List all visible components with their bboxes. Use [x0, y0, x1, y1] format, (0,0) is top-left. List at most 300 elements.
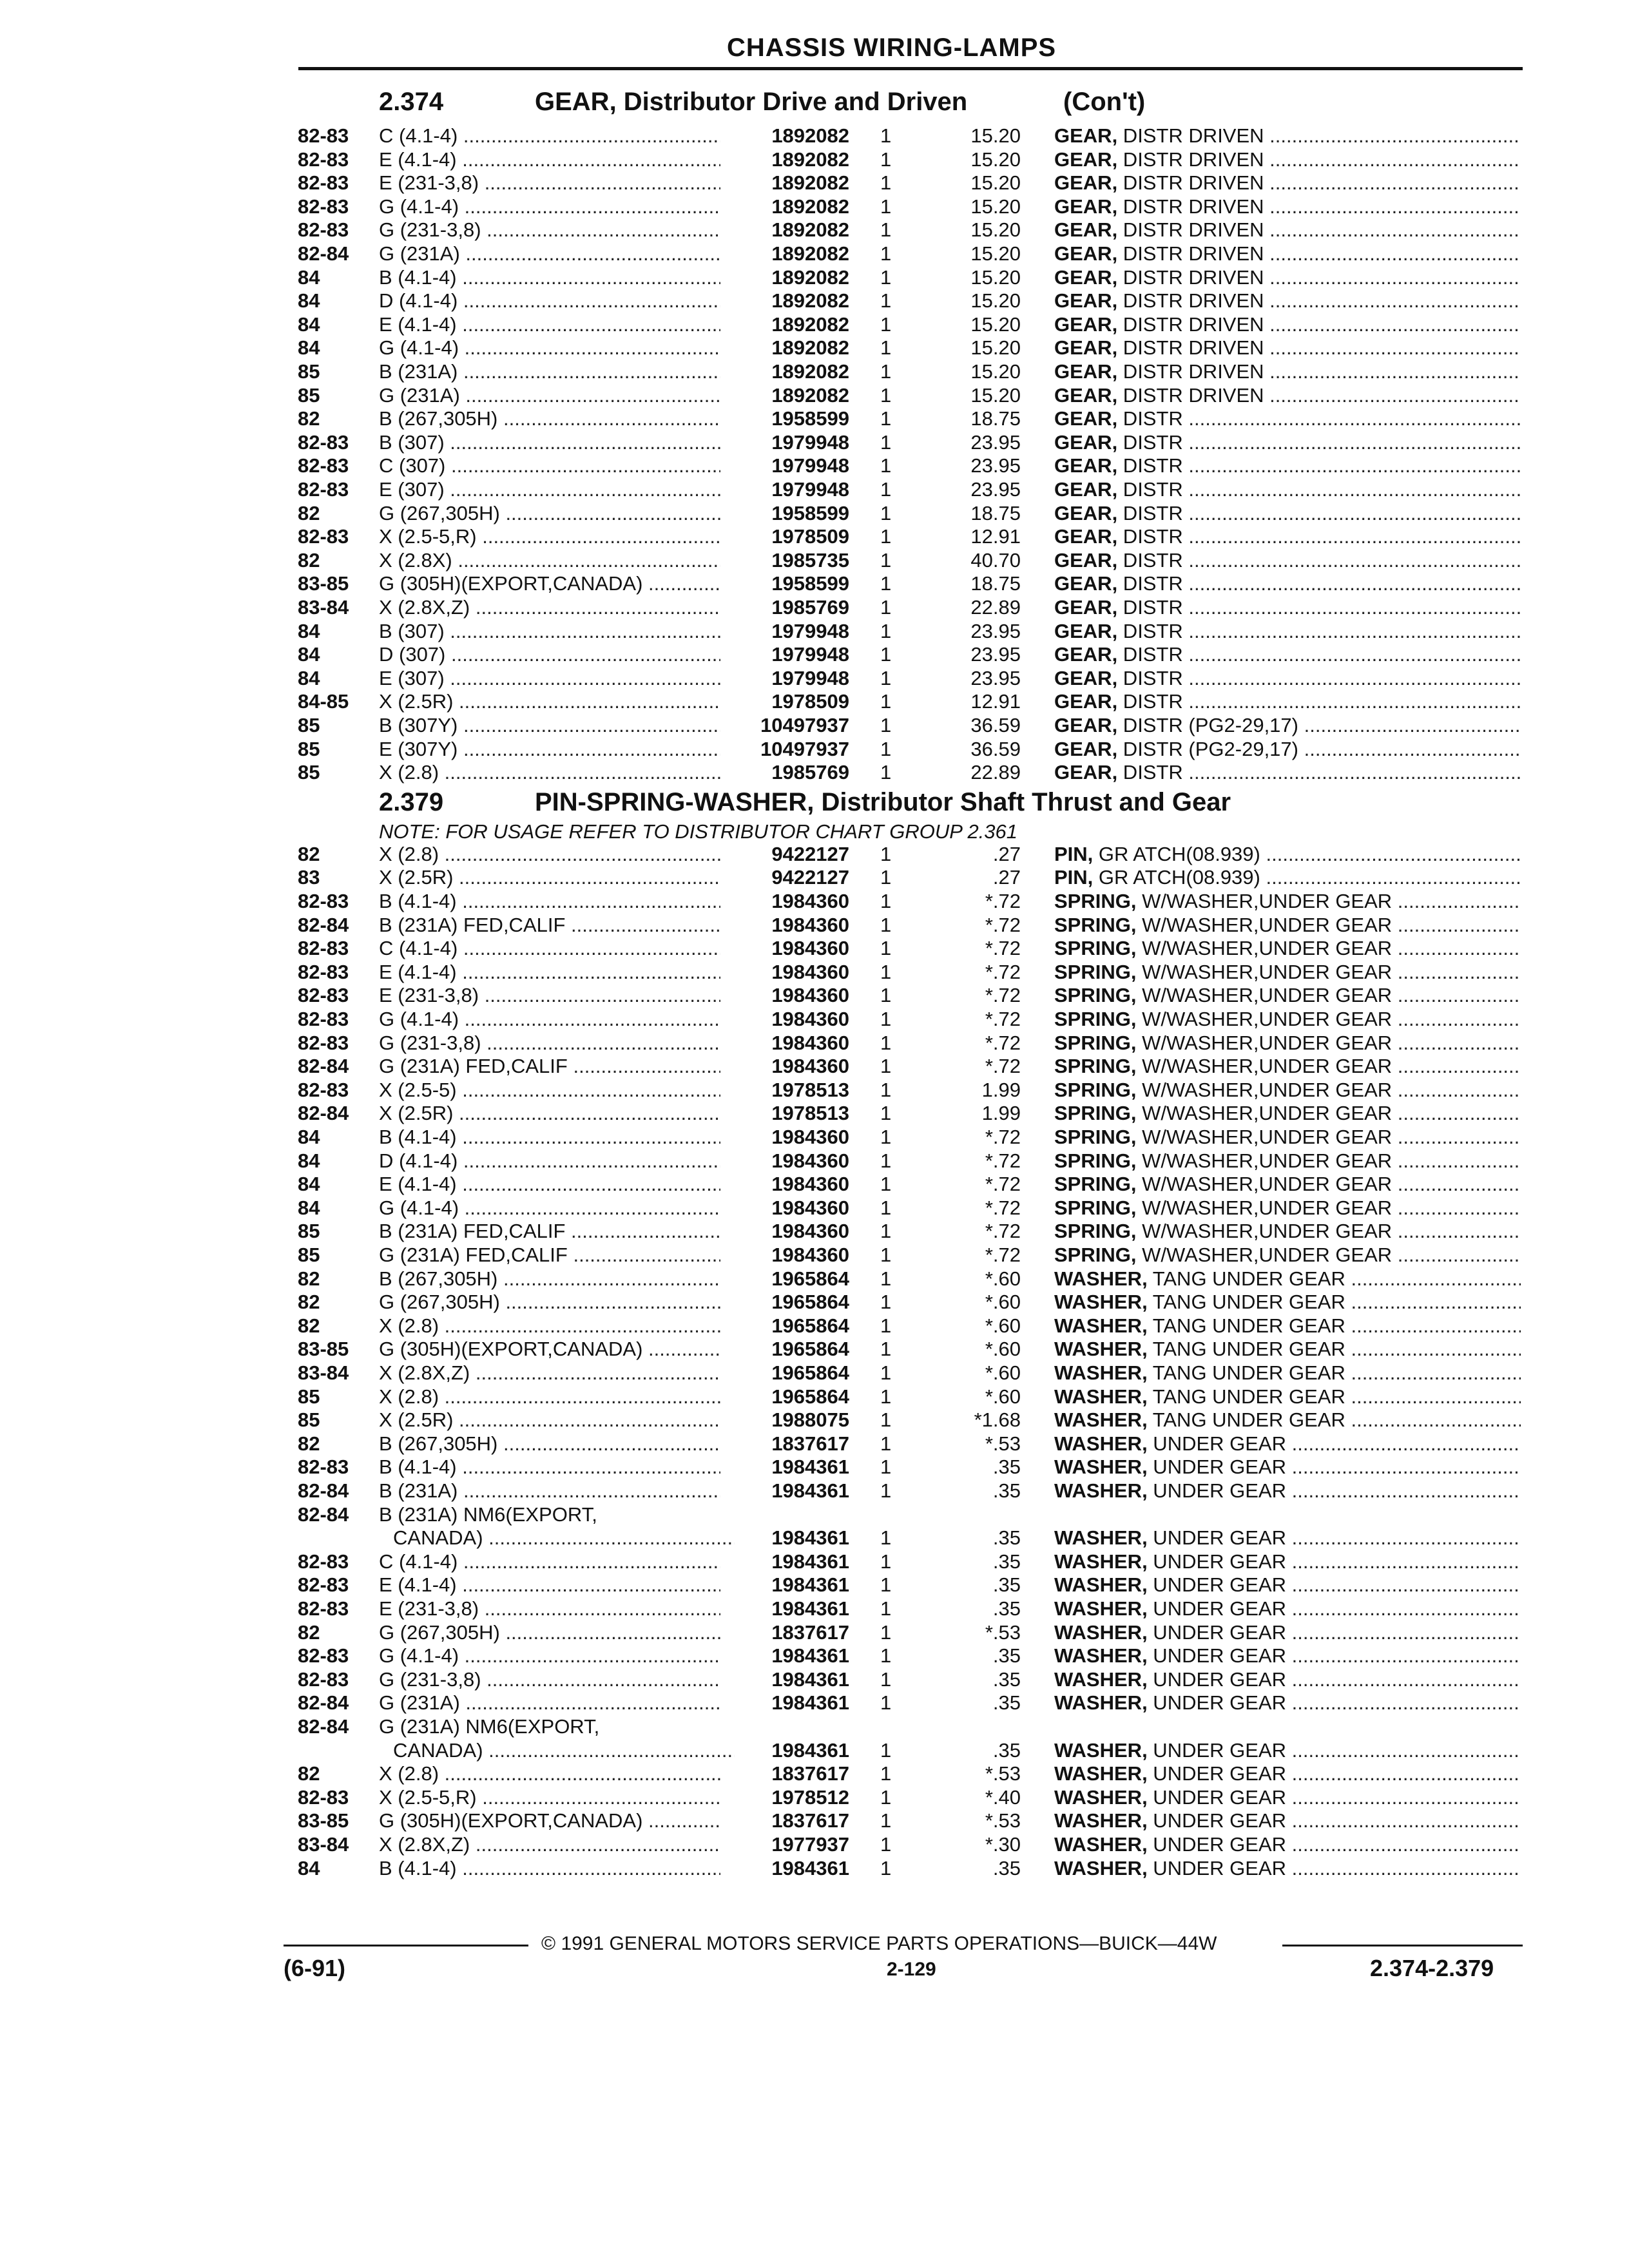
price: 23.95: [970, 666, 1021, 689]
description: [1054, 360, 1521, 383]
quantity: 1: [880, 1691, 892, 1715]
model-year: 82-83: [298, 525, 349, 548]
description-detail: DISTR: [1117, 454, 1183, 477]
model-year: 82-83: [298, 1667, 349, 1691]
description: [1054, 572, 1521, 595]
part-number: 1892082: [771, 148, 849, 171]
description-noun: WASHER,: [1054, 1738, 1148, 1762]
description-detail: TANG UNDER GEAR: [1147, 1385, 1345, 1408]
model-year: 82-83: [298, 454, 349, 477]
table-row: [0, 524, 1629, 548]
part-number: 1979948: [771, 643, 849, 666]
table-row: [0, 1526, 1629, 1550]
description: [1054, 1125, 1521, 1149]
model-year: 85: [298, 1244, 320, 1266]
price: *.72: [985, 913, 1021, 936]
part-number: 1979948: [771, 478, 849, 501]
table-row: [0, 913, 1629, 937]
description-detail: UNDER GEAR: [1147, 1644, 1286, 1667]
table-row: [0, 936, 1629, 960]
part-number: 1965864: [771, 1314, 849, 1337]
table-row: [0, 983, 1629, 1007]
part-number: 1984360: [771, 1173, 849, 1196]
part-number: 1892082: [771, 242, 849, 265]
model-year: 82-83: [298, 1550, 349, 1573]
description-detail: DISTR: [1117, 690, 1183, 713]
table-row: [0, 1432, 1629, 1456]
price: *.53: [985, 1432, 1021, 1455]
model-engine: B (307Y) .....: [379, 713, 720, 737]
part-number: 1958599: [771, 572, 849, 595]
description-noun: GEAR,: [1054, 124, 1118, 147]
table-row: [0, 312, 1629, 336]
model-engine: X (2.8X) .....: [379, 548, 720, 572]
description: [1054, 1526, 1521, 1550]
table-row: [0, 960, 1629, 984]
description-noun: GEAR,: [1054, 596, 1118, 619]
description-noun: GEAR,: [1054, 148, 1118, 171]
model-engine: E (307Y) .....: [379, 737, 720, 761]
description-detail: UNDER GEAR: [1147, 1550, 1286, 1573]
description: [1054, 1007, 1521, 1031]
model-year: 85: [298, 360, 320, 383]
model-engine: G (305H)(EXPORT,CANADA) .....: [379, 1809, 720, 1832]
price: .35: [992, 1856, 1021, 1879]
description-detail: UNDER GEAR: [1147, 1738, 1286, 1762]
description: [1054, 1691, 1521, 1715]
description: [1054, 1785, 1521, 1809]
model-engine: B (307) .....: [379, 430, 720, 454]
part-number: 1984361: [771, 1691, 849, 1715]
description: [1054, 501, 1521, 525]
description-noun: GEAR,: [1054, 643, 1118, 666]
table-row: [0, 477, 1629, 501]
table-row: [0, 124, 1629, 148]
model-engine: G (267,305H) .....: [379, 1620, 720, 1644]
description-detail: UNDER GEAR: [1147, 1620, 1286, 1644]
part-number: 1892082: [771, 195, 849, 218]
price: .35: [992, 1667, 1021, 1691]
description-noun: SPRING,: [1054, 1102, 1137, 1125]
model-engine: B (231A) FED,CALIF .....: [379, 1219, 720, 1243]
model-year: 82: [298, 1267, 320, 1290]
description-noun: WASHER,: [1054, 1291, 1148, 1314]
description-noun: GEAR,: [1054, 312, 1118, 336]
description-detail: DISTR DRIVEN: [1117, 195, 1264, 218]
price: 1.99: [981, 1102, 1021, 1125]
table-row: [0, 842, 1629, 866]
description: [1054, 171, 1521, 195]
description: [1054, 689, 1521, 713]
price: 23.95: [970, 478, 1021, 501]
quantity: 1: [880, 383, 892, 407]
description: [1054, 595, 1521, 619]
model-year: 82-83: [298, 890, 349, 912]
quantity: 1: [880, 1573, 892, 1597]
price: 36.59: [970, 737, 1021, 760]
model-year: 84: [298, 619, 320, 642]
description: [1054, 737, 1521, 761]
quantity: 1: [880, 1314, 892, 1337]
part-number: 9422127: [771, 866, 849, 889]
model-year: 82-83: [298, 1456, 349, 1479]
model-year: 82-83: [298, 937, 349, 960]
model-year: 84: [298, 265, 320, 289]
part-number: 1892082: [771, 124, 849, 147]
price: *.72: [985, 960, 1021, 983]
description-detail: UNDER GEAR: [1147, 1691, 1286, 1715]
description-noun: WASHER,: [1054, 1526, 1148, 1550]
price: .35: [992, 1691, 1021, 1715]
description-detail: TANG UNDER GEAR: [1147, 1314, 1345, 1337]
quantity: 1: [880, 1267, 892, 1290]
model-engine: G (231A) .....: [379, 1691, 720, 1715]
table-row: [0, 1290, 1629, 1314]
model-year: 82: [298, 548, 320, 572]
table-row: [0, 1243, 1629, 1267]
table-row: [0, 242, 1629, 265]
part-number: 1985769: [771, 761, 849, 784]
quantity: 1: [880, 501, 892, 524]
table-row: [0, 1715, 1629, 1738]
description-noun: GEAR,: [1054, 714, 1118, 736]
description: [1054, 1809, 1521, 1832]
description-noun: WASHER,: [1054, 1385, 1148, 1408]
description-noun: GEAR,: [1054, 572, 1118, 595]
description-detail: DISTR DRIVEN: [1117, 171, 1264, 195]
part-number: 1984361: [771, 1644, 849, 1667]
table-row: [0, 1455, 1629, 1479]
description: [1054, 265, 1521, 289]
price: .35: [992, 1573, 1021, 1597]
description-detail: UNDER GEAR: [1147, 1432, 1286, 1455]
model-year: 85: [298, 1385, 320, 1408]
price: *.72: [985, 937, 1021, 960]
description-detail: DISTR: [1117, 548, 1183, 572]
description-noun: GEAR,: [1054, 478, 1118, 501]
price: *.72: [985, 1149, 1021, 1172]
quantity: 1: [880, 289, 892, 312]
description-detail: TANG UNDER GEAR: [1147, 1408, 1345, 1432]
description-noun: WASHER,: [1054, 1833, 1148, 1856]
price: 15.20: [970, 148, 1021, 171]
description: [1054, 289, 1521, 312]
description: [1054, 1385, 1521, 1408]
quantity: 1: [880, 690, 892, 713]
model-engine: G (231A) FED,CALIF .....: [379, 1054, 720, 1078]
model-year: 82-83: [298, 1008, 349, 1030]
model-engine: G (231A) FED,CALIF .....: [379, 1243, 720, 1267]
model-engine: G (305H)(EXPORT,CANADA) .....: [379, 572, 720, 595]
model-engine: C (4.1-4) .....: [379, 936, 720, 960]
price: 36.59: [970, 714, 1021, 736]
section-continued: (Con't): [1063, 88, 1146, 116]
description: [1054, 936, 1521, 960]
model-year: 83: [298, 866, 320, 889]
description-detail: DISTR: [1117, 525, 1183, 548]
part-number: 1984360: [771, 1220, 849, 1243]
quantity: 1: [880, 1220, 892, 1243]
model-year: 82-84: [298, 1691, 349, 1715]
description-noun: WASHER,: [1054, 1785, 1148, 1809]
table-row: [0, 218, 1629, 242]
quantity: 1: [880, 1667, 892, 1691]
part-number: 1984360: [771, 1244, 849, 1266]
model-year: 83-84: [298, 596, 349, 619]
quantity: 1: [880, 478, 892, 501]
description: [1054, 1196, 1521, 1220]
table-row: [0, 1078, 1629, 1102]
model-engine: B (4.1-4) .....: [379, 1856, 720, 1880]
description-noun: WASHER,: [1054, 1573, 1148, 1597]
model-engine: C (4.1-4) .....: [379, 1550, 720, 1573]
quantity: 1: [880, 1173, 892, 1196]
description-detail: DISTR (PG2-29,17): [1117, 714, 1298, 736]
model-engine: G (4.1-4) .....: [379, 195, 720, 218]
model-engine: X (2.5-5,R) .....: [379, 524, 720, 548]
model-engine: X (2.8) .....: [379, 842, 720, 866]
description: [1054, 983, 1521, 1007]
description-detail: UNDER GEAR: [1147, 1856, 1286, 1879]
quantity: 1: [880, 1338, 892, 1361]
description-noun: GEAR,: [1054, 360, 1118, 383]
description-detail: DISTR DRIVEN: [1117, 148, 1264, 171]
part-number: 1892082: [771, 312, 849, 336]
model-engine: B (267,305H) .....: [379, 1267, 720, 1291]
model-engine: E (4.1-4) .....: [379, 1573, 720, 1597]
description-noun: SPRING,: [1054, 1031, 1137, 1054]
model-engine: X (2.8) .....: [379, 1385, 720, 1408]
quantity: 1: [880, 312, 892, 336]
quantity: 1: [880, 1361, 892, 1384]
model-year: 82-83: [298, 1078, 349, 1101]
model-year: 82-83: [298, 478, 349, 501]
model-engine: B (4.1-4) .....: [379, 1455, 720, 1479]
quantity: 1: [880, 890, 892, 912]
description-detail: GR ATCH(08.939): [1093, 866, 1260, 889]
footer-rule-left: [284, 1945, 528, 1946]
quantity: 1: [880, 218, 892, 242]
part-number: 1984361: [771, 1526, 849, 1550]
description-detail: DISTR DRIVEN: [1117, 312, 1264, 336]
part-number: 10497937: [760, 737, 849, 760]
model-engine: E (307) .....: [379, 477, 720, 501]
price: 12.91: [970, 690, 1021, 713]
quantity: 1: [880, 1244, 892, 1266]
description-noun: SPRING,: [1054, 1220, 1137, 1243]
description-noun: SPRING,: [1054, 984, 1137, 1007]
price: 15.20: [970, 312, 1021, 336]
description-noun: WASHER,: [1054, 1856, 1148, 1879]
description-noun: GEAR,: [1054, 690, 1118, 713]
quantity: 1: [880, 984, 892, 1007]
description-detail: DISTR DRIVEN: [1117, 289, 1264, 312]
description: [1054, 242, 1521, 265]
part-number: 1985735: [771, 548, 849, 572]
description-noun: WASHER,: [1054, 1667, 1148, 1691]
description-detail: W/WASHER,UNDER GEAR: [1136, 1149, 1393, 1172]
description-detail: W/WASHER,UNDER GEAR: [1136, 1078, 1393, 1101]
model-year: 82: [298, 407, 320, 430]
description: [1054, 1644, 1521, 1667]
description-detail: DISTR: [1117, 619, 1183, 642]
table-row: [0, 265, 1629, 289]
model-engine: G (4.1-4) .....: [379, 1007, 720, 1031]
model-year: 82-83: [298, 1573, 349, 1597]
description-detail: DISTR: [1117, 478, 1183, 501]
part-number: 1965864: [771, 1385, 849, 1408]
description-detail: UNDER GEAR: [1147, 1456, 1286, 1479]
section-number: 2.379: [379, 787, 444, 816]
price: *.72: [985, 1126, 1021, 1148]
price: .27: [992, 866, 1021, 889]
model-year: 85: [298, 761, 320, 784]
part-number: 1958599: [771, 501, 849, 524]
model-year: 84-85: [298, 690, 349, 713]
quantity: 1: [880, 1809, 892, 1832]
price: .35: [992, 1644, 1021, 1667]
description-noun: GEAR,: [1054, 171, 1118, 195]
part-number: 1984360: [771, 1055, 849, 1078]
quantity: 1: [880, 1738, 892, 1762]
description-noun: SPRING,: [1054, 1244, 1137, 1266]
description-noun: WASHER,: [1054, 1432, 1148, 1455]
quantity: 1: [880, 195, 892, 218]
part-number: 1979948: [771, 454, 849, 477]
quantity: 1: [880, 714, 892, 736]
description-noun: GEAR,: [1054, 218, 1118, 242]
model-year: 82: [298, 1291, 320, 1314]
table-row: [0, 619, 1629, 643]
description-detail: DISTR DRIVEN: [1117, 242, 1264, 265]
model-engine: B (231A) .....: [379, 360, 720, 383]
part-number: 1978509: [771, 525, 849, 548]
quantity: 1: [880, 1644, 892, 1667]
table-row: [0, 1809, 1629, 1832]
table-row: [0, 407, 1629, 430]
description: [1054, 1101, 1521, 1125]
model-engine: X (2.5R) .....: [379, 1408, 720, 1432]
model-engine: E (4.1-4) .....: [379, 960, 720, 984]
model-year: 84: [298, 1173, 320, 1196]
part-number: 1984361: [771, 1456, 849, 1479]
quantity: 1: [880, 430, 892, 454]
description: [1054, 1337, 1521, 1361]
description-detail: TANG UNDER GEAR: [1147, 1361, 1345, 1384]
quantity: 1: [880, 1620, 892, 1644]
description-noun: GEAR,: [1054, 195, 1118, 218]
description: [1054, 1856, 1521, 1880]
description: [1054, 1219, 1521, 1243]
model-year: 85: [298, 737, 320, 760]
description: [1054, 1267, 1521, 1291]
table-row: [0, 1503, 1629, 1526]
description-detail: W/WASHER,UNDER GEAR: [1136, 1173, 1393, 1196]
table-row: [0, 889, 1629, 913]
model-engine: G (231-3,8) .....: [379, 218, 720, 242]
model-engine: G (231A) .....: [379, 383, 720, 407]
model-engine: D (4.1-4) .....: [379, 1149, 720, 1173]
model-year: 84: [298, 1126, 320, 1148]
description-detail: UNDER GEAR: [1147, 1785, 1286, 1809]
price: *.40: [985, 1785, 1021, 1809]
model-engine: E (4.1-4) .....: [379, 148, 720, 171]
table-row: [0, 148, 1629, 171]
description-detail: W/WASHER,UNDER GEAR: [1136, 937, 1393, 960]
description-noun: WASHER,: [1054, 1456, 1148, 1479]
part-number: 1984360: [771, 1008, 849, 1030]
header-rule: [298, 67, 1523, 70]
model-year: 82: [298, 1314, 320, 1337]
description-detail: W/WASHER,UNDER GEAR: [1136, 890, 1393, 912]
model-engine: X (2.5-5,R) .....: [379, 1785, 720, 1809]
part-number: 1892082: [771, 383, 849, 407]
description-noun: PIN,: [1054, 866, 1094, 889]
model-year: 83-85: [298, 572, 349, 595]
quantity: 1: [880, 454, 892, 477]
price: *.60: [985, 1267, 1021, 1290]
table-row: [0, 548, 1629, 572]
model-year: 82-84: [298, 1055, 349, 1078]
model-engine: B (4.1-4) .....: [379, 1125, 720, 1149]
description-detail: W/WASHER,UNDER GEAR: [1136, 1244, 1393, 1266]
description-detail: UNDER GEAR: [1147, 1597, 1286, 1620]
price: 15.20: [970, 336, 1021, 360]
description-noun: WASHER,: [1054, 1479, 1148, 1502]
description-detail: UNDER GEAR: [1147, 1479, 1286, 1502]
description: [1054, 407, 1521, 430]
model-year: 82: [298, 842, 320, 865]
description-noun: PIN,: [1054, 842, 1094, 865]
price: 23.95: [970, 454, 1021, 477]
table-row: [0, 689, 1629, 713]
section-title: GEAR, Distributor Drive and Driven: [535, 88, 968, 116]
description-noun: GEAR,: [1054, 336, 1118, 360]
quantity: 1: [880, 1762, 892, 1785]
description: [1054, 1762, 1521, 1785]
table-row: [0, 642, 1629, 666]
description: [1054, 666, 1521, 690]
table-row: [0, 1314, 1629, 1338]
description-detail: DISTR: [1117, 430, 1183, 454]
model-year: 82-83: [298, 1644, 349, 1667]
price: 15.20: [970, 195, 1021, 218]
model-engine: B (231A) .....: [379, 1479, 720, 1503]
footer-page-number: 2-129: [887, 1959, 936, 1980]
table-row: [0, 289, 1629, 312]
model-year: 85: [298, 1408, 320, 1432]
table-row: [0, 1125, 1629, 1149]
description-detail: DISTR: [1117, 501, 1183, 524]
description: [1054, 1550, 1521, 1573]
table-row: [0, 1054, 1629, 1078]
quantity: 1: [880, 548, 892, 572]
part-number: 1837617: [771, 1809, 849, 1832]
description-noun: SPRING,: [1054, 960, 1137, 983]
price: 15.20: [970, 265, 1021, 289]
model-year: 84: [298, 289, 320, 312]
part-number: 1979948: [771, 619, 849, 642]
description-noun: SPRING,: [1054, 1196, 1137, 1219]
description-noun: GEAR,: [1054, 525, 1118, 548]
description-detail: W/WASHER,UNDER GEAR: [1136, 1126, 1393, 1148]
table-row: [0, 713, 1629, 737]
model-engine: C (307) .....: [379, 454, 720, 477]
part-number: 1892082: [771, 360, 849, 383]
description-noun: WASHER,: [1054, 1361, 1148, 1384]
part-number: 1984361: [771, 1667, 849, 1691]
description: [1054, 1290, 1521, 1314]
